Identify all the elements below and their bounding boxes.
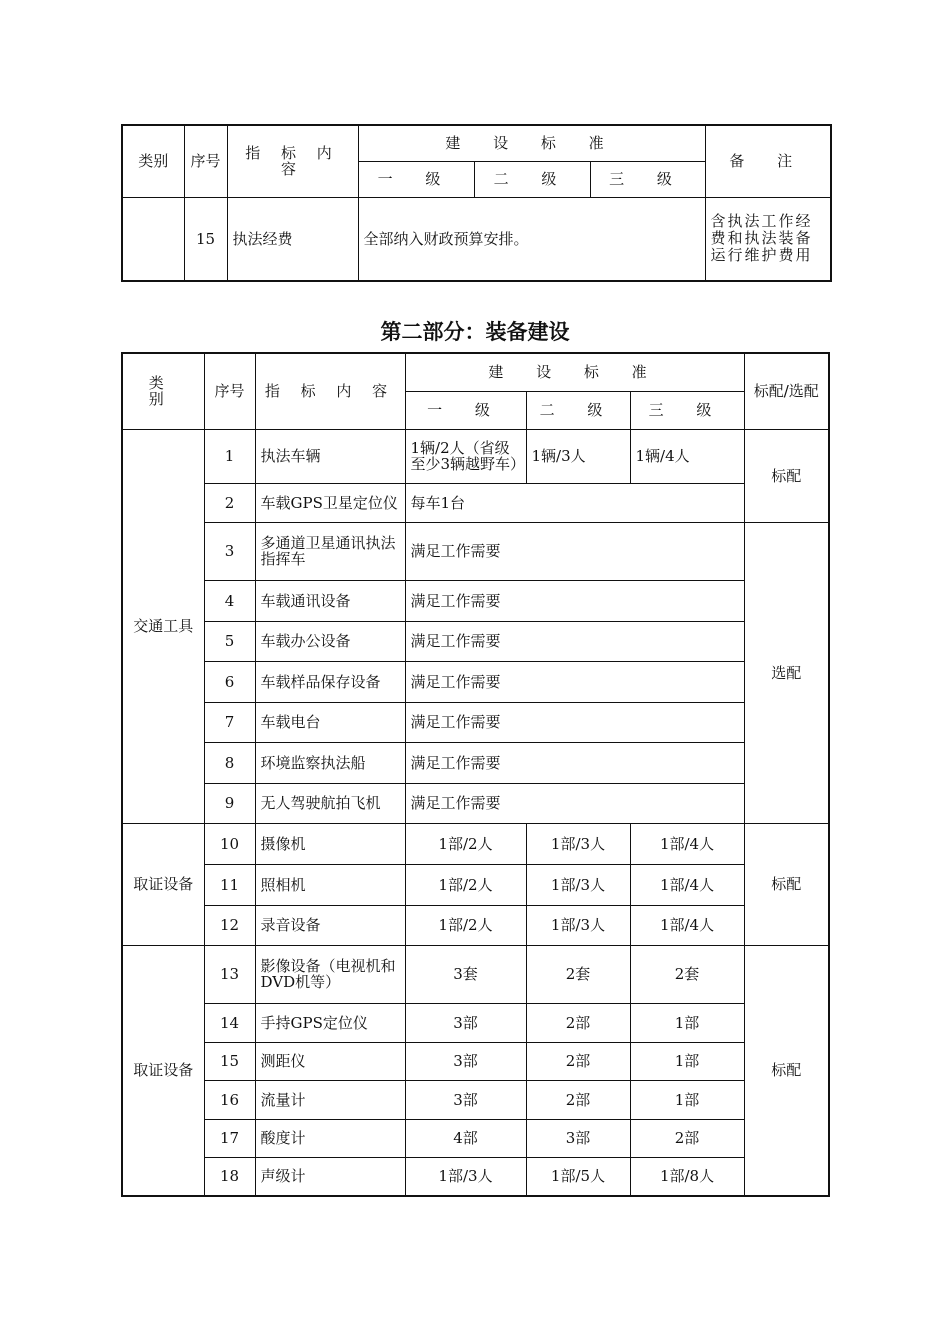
table-row: [122, 1003, 829, 1042]
level-3-cell: 2套: [630, 945, 744, 1003]
level-2-cell: 2部: [526, 1080, 630, 1119]
seq-cell: 11: [204, 864, 255, 905]
table-row: [122, 483, 829, 522]
level-3-cell: 1部/4人: [630, 905, 744, 945]
seq-cell: 15: [204, 1042, 255, 1080]
indicator-cell: 录音设备: [255, 905, 405, 945]
indicator-cell: 环境监察执法船: [255, 742, 405, 783]
standard-cell: 满足工作需要: [405, 522, 744, 580]
level-2-cell: 1部/5人: [526, 1157, 630, 1196]
table-row: [122, 864, 829, 905]
level-1-cell: 4部: [405, 1119, 526, 1157]
standard-cell: 满足工作需要: [405, 580, 744, 621]
group-transport: 交通工具: [122, 429, 204, 823]
seq-cell: 5: [204, 621, 255, 661]
level-3-cell: 1部: [630, 1003, 744, 1042]
seq-cell: 3: [204, 522, 255, 580]
indicator-cell: 测距仪: [255, 1042, 405, 1080]
standard-cell: 满足工作需要: [405, 661, 744, 702]
level-1-cell: 3部: [405, 1003, 526, 1042]
level-1-cell: 3部: [405, 1042, 526, 1080]
indicator-cell: 执法车辆: [255, 429, 405, 483]
indicator-cell: 执法经费: [227, 197, 358, 281]
table-row: [122, 783, 829, 823]
level-3-cell: 1辆/4人: [630, 429, 744, 483]
table-row: [122, 621, 829, 661]
level-1-cell: 1部/2人: [405, 864, 526, 905]
header-seq: 序号: [204, 353, 255, 429]
header-category: 类 别: [122, 353, 204, 429]
header-category: 类别: [122, 125, 184, 197]
seq-cell: 9: [204, 783, 255, 823]
category-cell: [122, 197, 184, 281]
indicator-cell: 车载办公设备: [255, 621, 405, 661]
seq-cell: 8: [204, 742, 255, 783]
level-1-cell: 1辆/2人（省级至少3辆越野车）: [405, 429, 526, 483]
table-row: [122, 1157, 829, 1196]
indicator-cell: 影像设备（电视机和DVD机等）: [255, 945, 405, 1003]
standard-cell: 满足工作需要: [405, 742, 744, 783]
table-row: [122, 1119, 829, 1157]
header-remark: 备 注: [705, 125, 831, 197]
table-row: [122, 1042, 829, 1080]
config-cell: 标配: [744, 429, 829, 522]
seq-cell: 17: [204, 1119, 255, 1157]
table-row: [122, 823, 829, 864]
seq-cell: 6: [204, 661, 255, 702]
indicator-cell: 车载样品保存设备: [255, 661, 405, 702]
level-2-cell: 2套: [526, 945, 630, 1003]
seq-cell: 16: [204, 1080, 255, 1119]
level-1-cell: 1部/2人: [405, 823, 526, 864]
seq-cell: 10: [204, 823, 255, 864]
seq-cell: 12: [204, 905, 255, 945]
section-title: 第二部分：装备建设: [380, 320, 570, 344]
standard-cell: 全部纳入财政预算安排。: [358, 197, 705, 281]
indicator-cell: 车载GPS卫星定位仪: [255, 483, 405, 522]
header-indicator: 指 标 内 容: [255, 353, 405, 429]
level-3-cell: 1部/4人: [630, 864, 744, 905]
level-2-cell: 1部/3人: [526, 864, 630, 905]
seq-cell: 1: [204, 429, 255, 483]
remark-cell: 含执法工作经费和执法装备运行维护费用: [705, 197, 831, 281]
level-2-cell: 1部/3人: [526, 905, 630, 945]
level-1-cell: 1部/3人: [405, 1157, 526, 1196]
seq-cell: 13: [204, 945, 255, 1003]
standard-cell: 满足工作需要: [405, 621, 744, 661]
header-indicator: 指 标 内 容: [227, 125, 358, 197]
level-1-cell: 3套: [405, 945, 526, 1003]
indicator-cell: 声级计: [255, 1157, 405, 1196]
group-evidence-a: 取证设备: [122, 823, 204, 945]
header-level-3: 三 级: [630, 391, 744, 429]
table-equipment: [121, 352, 830, 1197]
standard-cell: 满足工作需要: [405, 702, 744, 742]
table-row: [122, 702, 829, 742]
level-2-cell: 2部: [526, 1003, 630, 1042]
level-3-cell: 1部/8人: [630, 1157, 744, 1196]
seq-cell: 15: [184, 197, 227, 281]
config-cell: 标配: [744, 945, 829, 1196]
indicator-cell: 无人驾驶航拍飞机: [255, 783, 405, 823]
table-row: [122, 1080, 829, 1119]
header-level-1: 一 级: [405, 391, 526, 429]
indicator-cell: 摄像机: [255, 823, 405, 864]
table-row: [122, 945, 829, 1003]
group-evidence-b: 取证设备: [122, 945, 204, 1196]
config-cell: 标配: [744, 823, 829, 945]
header-standard: 建 设 标 准: [405, 353, 744, 391]
indicator-cell: 照相机: [255, 864, 405, 905]
indicator-cell: 流量计: [255, 1080, 405, 1119]
level-3-cell: 1部: [630, 1042, 744, 1080]
header-standard: 建 设 标 准: [358, 125, 705, 161]
level-2-cell: 1部/3人: [526, 823, 630, 864]
indicator-cell: 多通道卫星通讯执法指挥车: [255, 522, 405, 580]
level-3-cell: 2部: [630, 1119, 744, 1157]
indicator-cell: 车载通讯设备: [255, 580, 405, 621]
table-row: [122, 429, 829, 483]
level-3-cell: 1部/4人: [630, 823, 744, 864]
table-law-enforcement-funds: [121, 124, 832, 282]
header-level-1: 一 级: [358, 161, 474, 197]
seq-cell: 2: [204, 483, 255, 522]
indicator-cell: 手持GPS定位仪: [255, 1003, 405, 1042]
table-row: [122, 905, 829, 945]
level-2-cell: 2部: [526, 1042, 630, 1080]
header-level-2: 二 级: [526, 391, 630, 429]
header-level-2: 二 级: [474, 161, 590, 197]
level-1-cell: 1部/2人: [405, 905, 526, 945]
seq-cell: 14: [204, 1003, 255, 1042]
level-3-cell: 1部: [630, 1080, 744, 1119]
table-row: [122, 580, 829, 621]
indicator-cell: 车载电台: [255, 702, 405, 742]
table-row: [122, 742, 829, 783]
header-seq: 序号: [184, 125, 227, 197]
seq-cell: 18: [204, 1157, 255, 1196]
table-row: [122, 661, 829, 702]
header-level-3: 三 级: [590, 161, 705, 197]
level-2-cell: 1辆/3人: [526, 429, 630, 483]
seq-cell: 4: [204, 580, 255, 621]
seq-cell: 7: [204, 702, 255, 742]
config-cell: 选配: [744, 522, 829, 823]
header-config: 标配/选配: [744, 353, 829, 429]
standard-cell: 每车1台: [405, 483, 744, 522]
table-row: [122, 522, 829, 580]
standard-cell: 满足工作需要: [405, 783, 744, 823]
level-2-cell: 3部: [526, 1119, 630, 1157]
indicator-cell: 酸度计: [255, 1119, 405, 1157]
level-1-cell: 3部: [405, 1080, 526, 1119]
